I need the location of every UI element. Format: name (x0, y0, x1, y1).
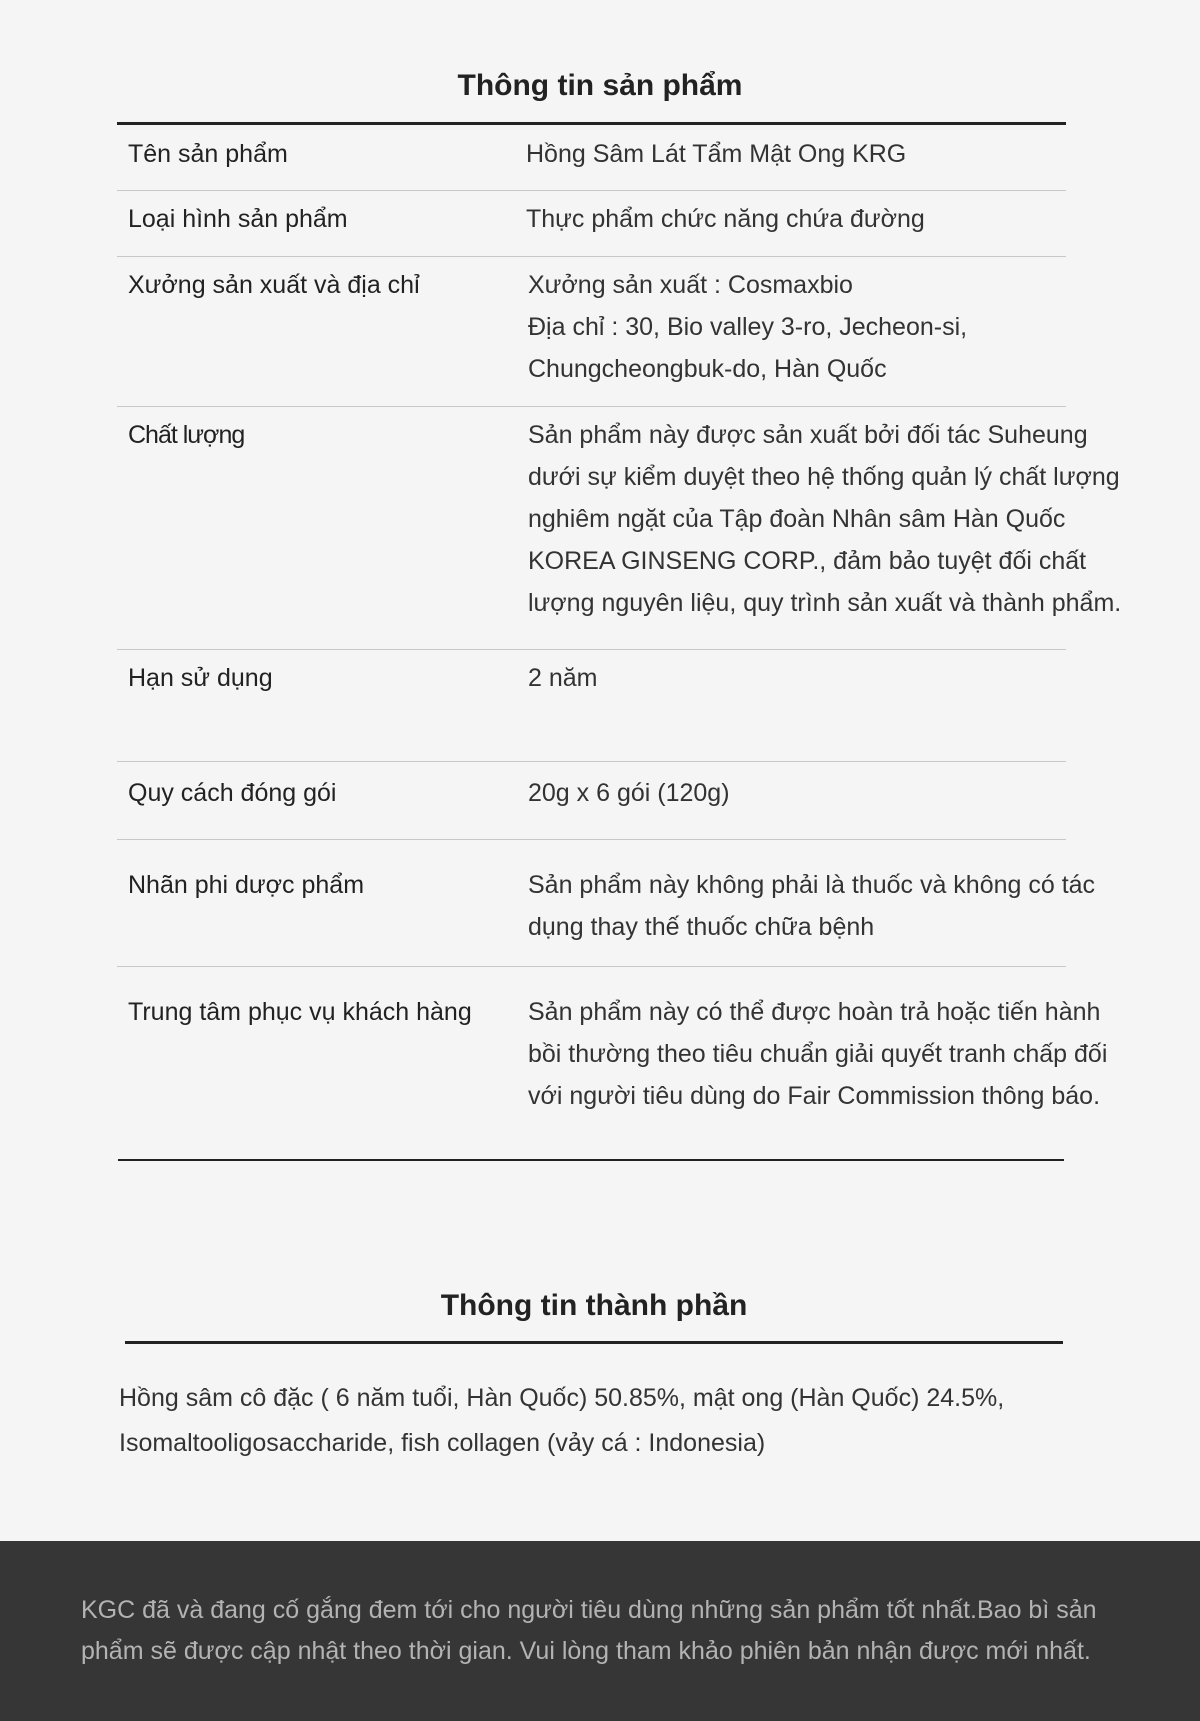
row-value: Sản phẩm này có thể được hoàn trả hoặc tiến hành bồi thường theo tiêu chuẩn giải quyết tranh chấp đối với người tiêu dùng do Fair Commission thông báo. (528, 998, 1108, 1110)
table-row (117, 967, 1108, 1137)
row-value: Sản phẩm này không phải là thuốc và không có tác dụng thay thế thuốc chữa bệnh (528, 871, 1096, 941)
row-value: Thực phẩm chức năng chứa đường (526, 205, 925, 233)
row-label: Trung tâm phục vụ khách hàng (128, 998, 472, 1026)
product-info-table (117, 122, 1122, 1137)
table-row (117, 762, 1066, 840)
product-info-title: Thông tin sản phẩm (457, 69, 743, 102)
row-label: Chất lượng (128, 421, 245, 449)
footer-notice (0, 1541, 1200, 1721)
row-value: Hồng Sâm Lát Tẩm Mật Ong KRG (526, 140, 907, 168)
table-row (117, 407, 1122, 650)
row-value: Sản phẩm này được sản xuất bởi đối tác Suheung dưới sự kiểm duyệt theo hệ thống quản lý chất lượng nghiêm ngặt của Tập đoàn Nhân sâm Hàn Quốc KOREA GINSENG CORP., đảm bảo tuyệt đối chất lượng nguyên liệu, quy trình sản xuất và thành phẩm. (528, 421, 1122, 617)
table-bottom-rule (118, 1159, 1064, 1161)
row-label: Xưởng sản xuất và địa chỉ (128, 271, 420, 299)
footer-notice-text: KGC đã và đang cố gắng đem tới cho người tiêu dùng những sản phẩm tốt nhất.Bao bì sản phẩm sẽ được cập nhật theo thời gian. Vui lòng tham khảo phiên bản nhận được mới nhất. (81, 1596, 1097, 1665)
table-row (117, 257, 1066, 407)
table-row (117, 840, 1096, 967)
row-label: Loại hình sản phẩm (128, 205, 348, 233)
ingredient-info-title: Thông tin thành phần (440, 1289, 748, 1322)
table-row (117, 650, 1066, 762)
row-label: Quy cách đóng gói (128, 779, 337, 807)
ingredient-list: Hồng sâm cô đặc ( 6 năm tuổi, Hàn Quốc) 50.85%, mật ong (Hàn Quốc) 24.5%, Isomaltooligosaccharide, fish collagen (vảy cá : Indonesia) (119, 1384, 1005, 1457)
row-value: Xưởng sản xuất : Cosmaxbio Địa chỉ : 30, Bio valley 3-ro, Jecheon-si, Chungcheongbuk-do, Hàn Quốc (528, 271, 968, 383)
ingredient-title-rule (125, 1341, 1063, 1344)
row-label: Nhãn phi dược phẩm (128, 871, 365, 899)
table-row (117, 125, 1066, 191)
row-value: 2 năm (528, 664, 598, 692)
row-label: Tên sản phẩm (128, 140, 288, 168)
row-value: 20g x 6 gói (120g) (528, 779, 730, 807)
row-label: Hạn sử dụng (128, 664, 273, 692)
table-row (117, 191, 1066, 257)
